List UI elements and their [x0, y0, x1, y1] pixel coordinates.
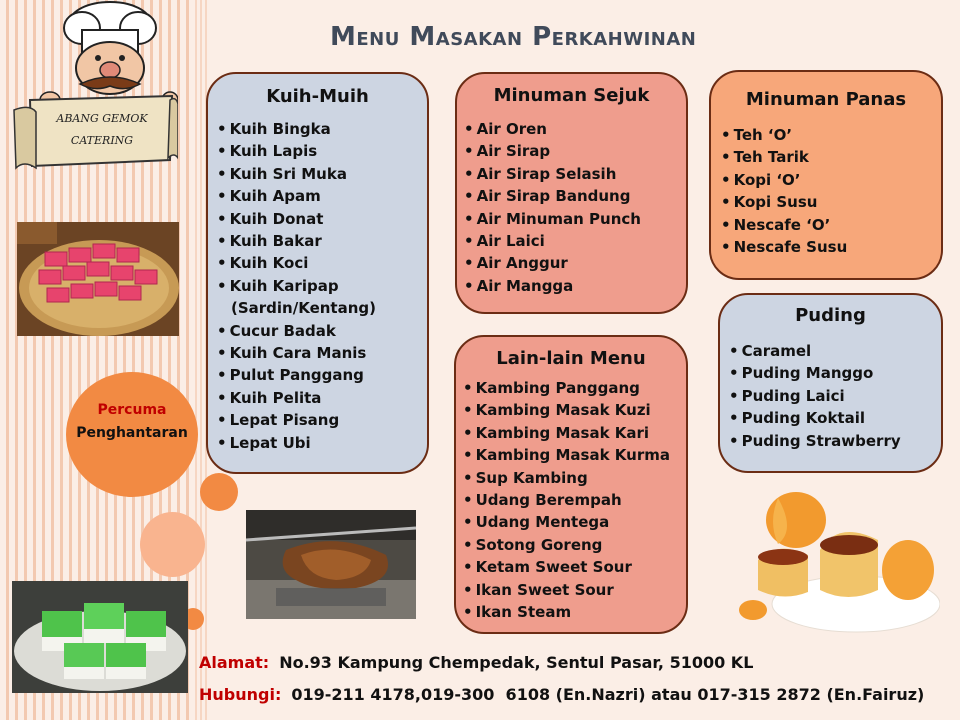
list-item: • Kambing Masak Kuzi: [463, 399, 686, 421]
list-item: • Kuih Bakar: [217, 230, 427, 252]
list-item: • Ikan Sweet Sour: [463, 579, 686, 601]
catering-logo: [10, 0, 178, 175]
list-item: • Kuih Pelita: [217, 387, 427, 409]
list-item: • Sotong Goreng: [463, 534, 686, 556]
list-item: • Kambing Masak Kurma: [463, 444, 686, 466]
list-item: • Pulut Panggang: [217, 364, 427, 386]
list-item: • Udang Mentega: [463, 511, 686, 533]
contact-text: 019-211 4178,019-300 6108 (En.Nazri) atau 017-315 2872 (En.Fairuz): [291, 685, 925, 704]
list-item: • Nescafe ‘O’: [721, 214, 941, 236]
list-item: • Lepat Ubi: [217, 432, 427, 454]
list-item: • Teh Tarik: [721, 146, 941, 168]
list-item: • Kuih Karipap: [217, 275, 427, 297]
list-item: • Air Anggur: [464, 252, 686, 274]
page-title: Menu Masakan Perkahwinan: [330, 22, 697, 52]
contact-line: [199, 685, 924, 704]
list-item: • Kuih Lapis: [217, 140, 427, 162]
minuman-panas-panel: [709, 70, 943, 280]
caramel-pudding-photo: [738, 480, 940, 640]
green-kuih-photo: [12, 581, 188, 693]
address-text: No.93 Kampung Chempedak, Sentul Pasar, 51000 KL: [279, 653, 754, 672]
decor-circle: [200, 473, 238, 511]
list-item: • Kuih Apam: [217, 185, 427, 207]
list-item: • Caramel: [729, 340, 941, 362]
list-item: • Cucur Badak: [217, 320, 427, 342]
minuman-panas-heading: Minuman Panas: [745, 89, 907, 110]
list-item: • Kopi ‘O’: [721, 169, 941, 191]
kuih-lapis-photo: [17, 222, 179, 336]
badge-line1: Percuma: [97, 402, 167, 418]
list-item: • Kambing Masak Kari: [463, 422, 686, 444]
roast-lamb-photo: [246, 510, 416, 619]
kuih-muih-panel: [206, 72, 429, 474]
puding-heading: Puding: [795, 305, 866, 326]
list-item: • Air Minuman Punch: [464, 208, 686, 230]
list-item: • Kuih Bingka: [217, 118, 427, 140]
list-item: • Kambing Panggang: [463, 377, 686, 399]
list-item: • Teh ‘O’: [721, 124, 941, 146]
logo-line1: ABANG GEMOK: [56, 112, 148, 125]
list-item: • Air Sirap Bandung: [464, 185, 686, 207]
list-item: • Nescafe Susu: [721, 236, 941, 258]
list-item: • Puding Laici: [729, 385, 941, 407]
list-item: • Sup Kambing: [463, 467, 686, 489]
list-item: • Air Sirap: [464, 140, 686, 162]
address-label: Alamat:: [199, 653, 270, 672]
list-item: • Puding Manggo: [729, 362, 941, 384]
list-item: • Air Oren: [464, 118, 686, 140]
list-item: • Puding Strawberry: [729, 430, 941, 452]
list-item: • Air Laici: [464, 230, 686, 252]
minuman-sejuk-panel: [455, 72, 688, 314]
list-item: • Air Mangga: [464, 275, 686, 297]
decor-circle: [140, 512, 205, 577]
list-item: • Ikan Steam: [463, 601, 686, 623]
free-delivery-badge: [66, 372, 198, 497]
kuih-muih-heading: Kuih-Muih: [266, 86, 369, 107]
lain-lain-menu-heading: Lain-lain Menu: [496, 348, 646, 369]
list-item: • Kuih Koci: [217, 252, 427, 274]
list-item-continuation: (Sardin/Kentang): [231, 299, 376, 318]
minuman-sejuk-heading: Minuman Sejuk: [493, 85, 650, 106]
contact-label: Hubungi:: [199, 685, 282, 704]
list-item: • Air Sirap Selasih: [464, 163, 686, 185]
list-item: • Kopi Susu: [721, 191, 941, 213]
puding-panel: [718, 293, 943, 473]
badge-line2: Penghantaran: [76, 425, 188, 441]
list-item: • Lepat Pisang: [217, 409, 427, 431]
address-line: [199, 653, 753, 672]
logo-line2: CATERING: [70, 134, 134, 147]
list-item: • Kuih Cara Manis: [217, 342, 427, 364]
list-item: • Kuih Donat: [217, 208, 427, 230]
lain-lain-menu-panel: [454, 335, 688, 634]
list-item: • Kuih Sri Muka: [217, 163, 427, 185]
list-item: • Puding Koktail: [729, 407, 941, 429]
list-item: • Ketam Sweet Sour: [463, 556, 686, 578]
list-item: • Udang Berempah: [463, 489, 686, 511]
